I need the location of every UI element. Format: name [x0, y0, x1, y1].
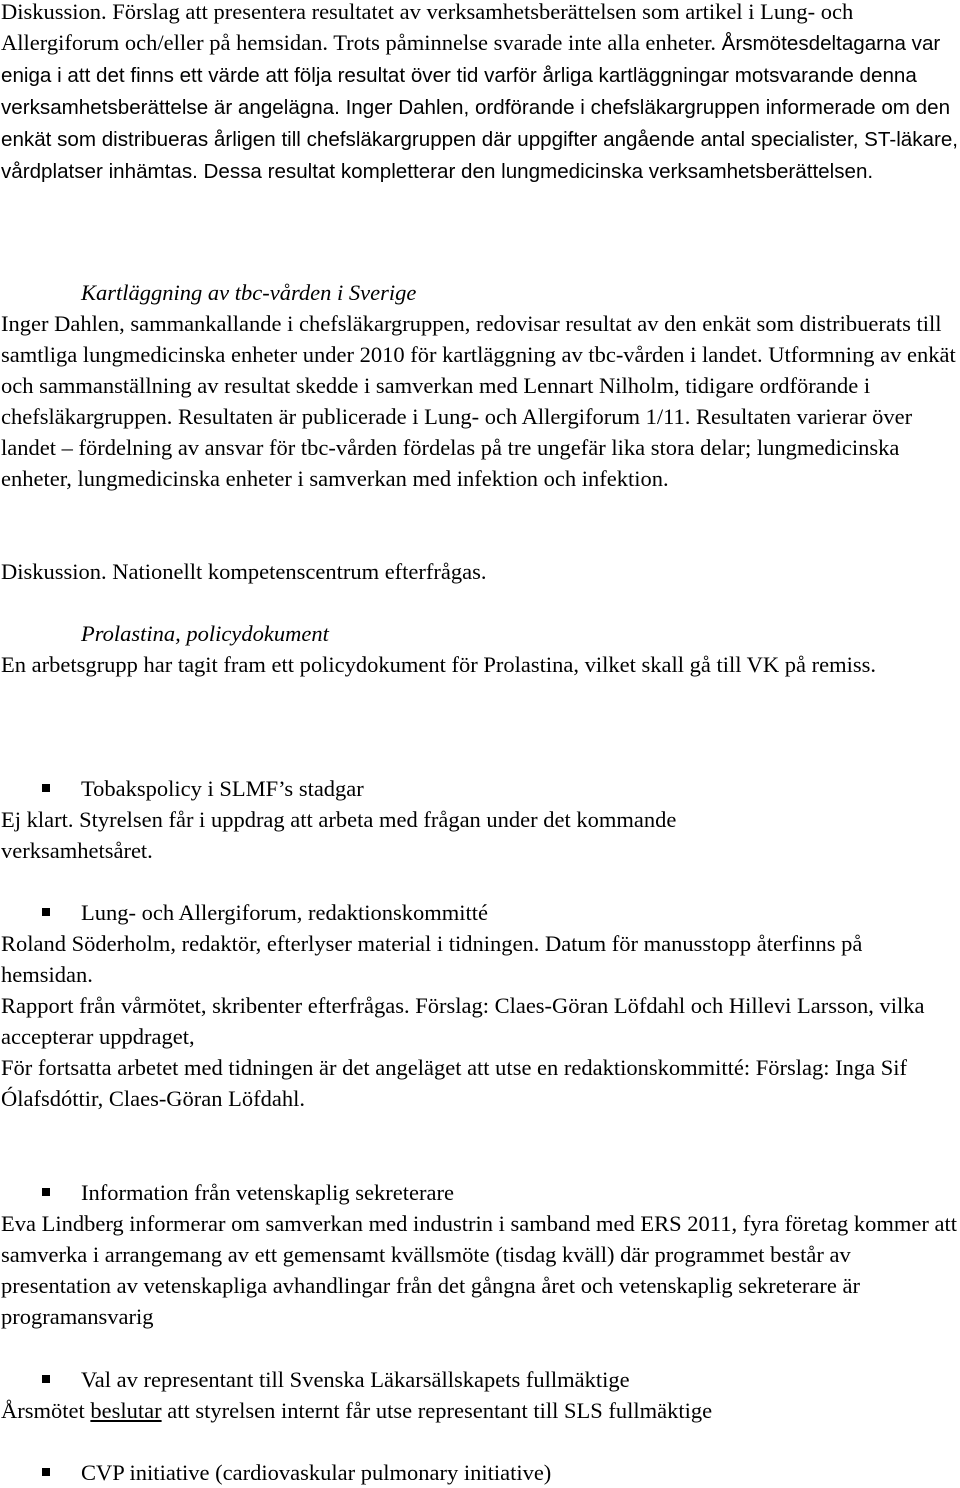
tbc-heading: Kartläggning av tbc-vården i Sverige [81, 280, 417, 305]
tobak-body: Ej klart. Styrelsen får i uppdrag att arbeta med frågan under det kommande verksamhetsåret. [1, 807, 677, 864]
redaktion-heading: Lung- och Allergiforum, redaktionskommitté [81, 900, 489, 925]
redaktion-line-2: Rapport från vårmötet, skribenter efterfrågas. Förslag: Claes-Göran Löfdahl och Hillevi Larsson, vilka accepterar uppdraget, [1, 993, 925, 1050]
val-heading: Val av representant till Svenska Läkarsällskapets fullmäktige [81, 1367, 630, 1392]
redaktion-line-3: För fortsatta arbetet med tidningen är det angeläget att utse en redaktionskommitté: Förslag: Inga Sif Ólafsdóttir, Claes-Göran Löfdahl. [1, 1055, 907, 1112]
bullet-square-icon [42, 1375, 50, 1383]
val-body-pre: Årsmötet [1, 1398, 85, 1423]
val-body [1, 1395, 959, 1426]
intro-sentence-1: Diskussion. Förslag att presentera resultatet av verksamhetsberättelsen som artikel i Lung- och Allergiforum och/eller på hemsidan. Trots påminnelse svarade inte alla enheter. [1, 0, 854, 56]
tbc-discussion: Diskussion. Nationellt kompetenscentrum efterfrågas. [1, 559, 487, 584]
tbc-body: Inger Dahlen, sammankallande i chefsläkargruppen, redovisar resultat av den enkät som distribuerats till samtliga lungmedicinska enheter under 2010 för kartläggning av tbc-vården i landet. Utformning av enkät och sammanställning av resultat skedde i samverkan med Lennart Nilholm, tidigare ordförande i chefsläkargruppen. Resultaten är publicerade i Lung- och Allergiforum 1/11. Resultaten varierar över landet – fördelning av ansvar för tbc-vården fördelas på tre ungefär lika stora delar; lungmedicinska enheter, lungmedicinska enheter i samverkan med infektion och infektion. [1, 311, 956, 492]
intro-paragraph [1, 0, 959, 188]
cvp-heading: CVP initiative (cardiovaskular pulmonary initiative) [81, 1460, 552, 1485]
tobak-heading: Tobakspolicy i SLMF’s stadgar [81, 776, 364, 801]
intro-sentence-3: Dessa resultat kompletterar den lungmedicinska verksamhetsberättelsen. [203, 160, 874, 184]
bullet-square-icon [42, 1188, 50, 1196]
info-heading: Information från vetenskaplig sekreterare [81, 1180, 454, 1205]
bullet-square-icon [42, 908, 50, 916]
bullet-square-icon [42, 784, 50, 792]
info-body: Eva Lindberg informerar om samverkan med industrin i samband med ERS 2011, fyra företag kommer att samverka i arrangemang av ett gemensamt kvällsmöte (tisdag kväll) där programmet består av presentation av vetenskapliga avhandlingar från det gångna året och vetenskaplig sekreterare är programansvarig [1, 1211, 957, 1330]
intro-sentence-2: Årsmötesdeltagarna var eniga i att det finns ett värde att följa resultat över tid varför årliga kartläggningar motsvarande denna verksamhetsberättelse är angelägna. Inger Dahlen, ordförande i chefsläkargruppen informerade om den enkät som distribueras årligen till chefsläkargruppen där uppgifter angående antal specialister, ST-läkare, vårdplatser inhämtas. [1, 32, 959, 184]
bullet-square-icon [42, 1468, 50, 1476]
val-body-post: att styrelsen internt får utse representant till SLS fullmäktige [167, 1398, 713, 1423]
val-body-underlined: beslutar [90, 1398, 162, 1423]
redaktion-line-1: Roland Söderholm, redaktör, efterlyser material i tidningen. Datum för manusstopp återfinns på hemsidan. [1, 931, 863, 988]
prolastina-heading: Prolastina, policydokument [81, 621, 329, 646]
prolastina-body: En arbetsgrupp har tagit fram ett policydokument för Prolastina, vilket skall gå till VK på remiss. [1, 652, 877, 677]
